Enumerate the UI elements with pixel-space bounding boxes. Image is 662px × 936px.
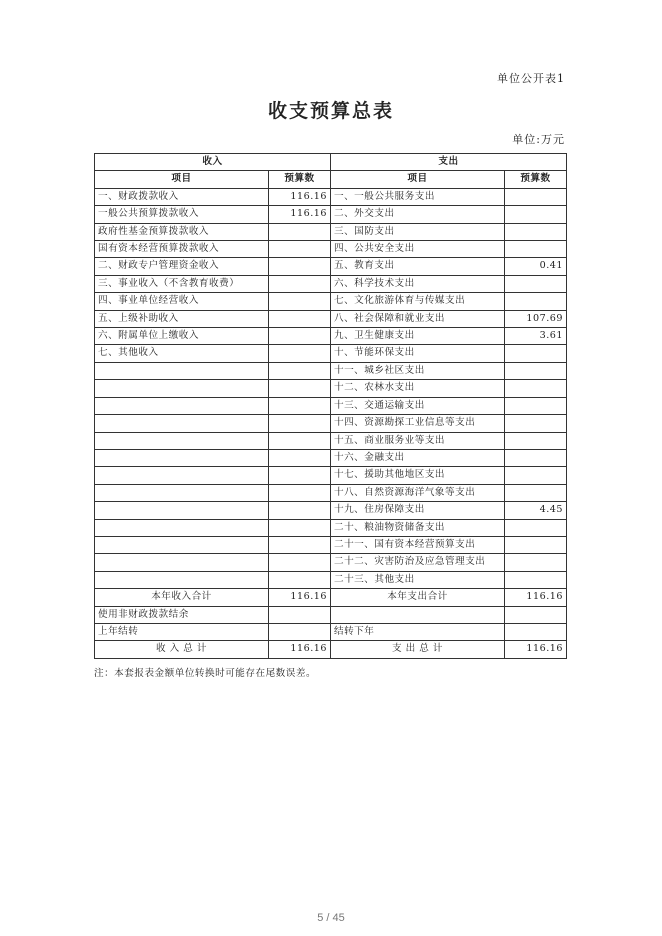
- table-row: [95, 362, 567, 379]
- expense-amount-cell: [505, 345, 567, 362]
- expense-item-cell: 七、文化旅游体育与传媒支出: [331, 293, 505, 310]
- income-item-cell: [95, 484, 269, 501]
- group-header-row: [95, 154, 567, 171]
- expense-item-cell: 十八、自然资源海洋气象等支出: [331, 484, 505, 501]
- income-amount-cell: [269, 258, 331, 275]
- expense-amount-cell: [505, 467, 567, 484]
- budget-table: [94, 153, 567, 659]
- expense-item-cell: 十三、交通运输支出: [331, 397, 505, 414]
- expense-item-cell: 十五、商业服务业等支出: [331, 432, 505, 449]
- income-item-cell: 国有资本经营预算拨款收入: [95, 241, 269, 258]
- expense-item-cell: 一、一般公共服务支出: [331, 188, 505, 205]
- income-item-cell: 上年结转: [95, 623, 269, 640]
- income-item-cell: [95, 362, 269, 379]
- expense-amount-cell: 0.41: [505, 258, 567, 275]
- table-row: [95, 467, 567, 484]
- table-row: [95, 606, 567, 623]
- budget-table-body: [95, 154, 567, 659]
- income-item-cell: [95, 380, 269, 397]
- income-item-cell: 二、财政专户管理资金收入: [95, 258, 269, 275]
- table-row: [95, 571, 567, 588]
- income-item-cell: 五、上级补助收入: [95, 310, 269, 327]
- table-row: [95, 502, 567, 519]
- table-row: [95, 345, 567, 362]
- income-amount-cell: [269, 536, 331, 553]
- expense-item-cell: 二十、粮油物资储备支出: [331, 519, 505, 536]
- expense-amount-cell: [505, 432, 567, 449]
- income-amount-cell: 116.16: [269, 641, 331, 658]
- income-item-cell: [95, 449, 269, 466]
- income-amount-cell: [269, 241, 331, 258]
- income-item-cell: 使用非财政拨款结余: [95, 606, 269, 623]
- expense-item-header: 项目: [331, 171, 505, 188]
- table-row: [95, 449, 567, 466]
- expense-amount-cell: [505, 571, 567, 588]
- form-number: 单位公开表1: [497, 72, 565, 85]
- income-item-cell: 一般公共预算拨款收入: [95, 206, 269, 223]
- expense-item-cell: 本年支出合计: [331, 589, 505, 606]
- expense-amount-cell: [505, 606, 567, 623]
- income-item-cell: 政府性基金预算拨款收入: [95, 223, 269, 240]
- income-item-cell: 一、财政拨款收入: [95, 188, 269, 205]
- column-header-row: [95, 171, 567, 188]
- income-item-cell: 本年收入合计: [95, 589, 269, 606]
- expense-item-cell: 结转下年: [331, 623, 505, 640]
- expense-amount-cell: [505, 415, 567, 432]
- income-amount-cell: [269, 362, 331, 379]
- income-item-cell: [95, 554, 269, 571]
- expense-amount-cell: [505, 449, 567, 466]
- expense-amount-cell: 116.16: [505, 641, 567, 658]
- table-row: [95, 397, 567, 414]
- income-amount-header: 预算数: [269, 171, 331, 188]
- expense-item-cell: 二十三、其他支出: [331, 571, 505, 588]
- expense-amount-header: 预算数: [505, 171, 567, 188]
- expense-item-cell: [331, 606, 505, 623]
- expense-item-cell: 二、外交支出: [331, 206, 505, 223]
- income-amount-cell: [269, 293, 331, 310]
- expense-amount-cell: [505, 519, 567, 536]
- expense-item-cell: 十、节能环保支出: [331, 345, 505, 362]
- expense-amount-cell: [505, 188, 567, 205]
- expense-amount-cell: 107.69: [505, 310, 567, 327]
- expense-amount-cell: [505, 397, 567, 414]
- table-row: [95, 380, 567, 397]
- expense-item-cell: 十七、援助其他地区支出: [331, 467, 505, 484]
- expense-amount-cell: [505, 241, 567, 258]
- income-amount-cell: [269, 467, 331, 484]
- income-group-header: 收入: [95, 154, 331, 171]
- income-amount-cell: 116.16: [269, 206, 331, 223]
- total-row: [95, 641, 567, 658]
- expense-amount-cell: [505, 536, 567, 553]
- expense-amount-cell: [505, 623, 567, 640]
- income-item-cell: 四、事业单位经营收入: [95, 293, 269, 310]
- expense-item-cell: 十二、农林水支出: [331, 380, 505, 397]
- table-row: [95, 275, 567, 292]
- income-amount-cell: 116.16: [269, 188, 331, 205]
- income-item-cell: [95, 502, 269, 519]
- expense-item-cell: 三、国防支出: [331, 223, 505, 240]
- expense-amount-cell: 116.16: [505, 589, 567, 606]
- expense-amount-cell: [505, 223, 567, 240]
- income-item-cell: [95, 571, 269, 588]
- income-amount-cell: [269, 415, 331, 432]
- expense-amount-cell: [505, 206, 567, 223]
- income-item-cell: [95, 519, 269, 536]
- income-amount-cell: [269, 380, 331, 397]
- expense-item-cell: 六、科学技术支出: [331, 275, 505, 292]
- expense-item-cell: 八、社会保障和就业支出: [331, 310, 505, 327]
- table-row: [95, 293, 567, 310]
- income-amount-cell: [269, 345, 331, 362]
- income-amount-cell: [269, 519, 331, 536]
- income-amount-cell: [269, 623, 331, 640]
- table-row: [95, 432, 567, 449]
- table-row: [95, 536, 567, 553]
- expense-group-header: 支出: [331, 154, 567, 171]
- income-amount-cell: [269, 571, 331, 588]
- income-amount-cell: [269, 328, 331, 345]
- table-row: [95, 519, 567, 536]
- income-item-cell: 收 入 总 计: [95, 641, 269, 658]
- income-amount-cell: [269, 449, 331, 466]
- table-row: [95, 554, 567, 571]
- income-amount-cell: [269, 275, 331, 292]
- expense-item-cell: 四、公共安全支出: [331, 241, 505, 258]
- table-row: [95, 415, 567, 432]
- table-row: [95, 188, 567, 205]
- page-number: 5 / 45: [317, 912, 345, 924]
- expense-item-cell: 二十二、灾害防治及应急管理支出: [331, 554, 505, 571]
- expense-item-cell: 十九、住房保障支出: [331, 502, 505, 519]
- subtotal-row: [95, 589, 567, 606]
- income-item-cell: [95, 415, 269, 432]
- table-row: [95, 623, 567, 640]
- income-amount-cell: [269, 310, 331, 327]
- table-row: [95, 310, 567, 327]
- expense-amount-cell: [505, 380, 567, 397]
- page-title: 收支预算总表: [267, 100, 394, 122]
- table-row: [95, 258, 567, 275]
- income-item-cell: [95, 432, 269, 449]
- table-row: [95, 223, 567, 240]
- table-row: [95, 241, 567, 258]
- income-item-cell: 七、其他收入: [95, 345, 269, 362]
- income-amount-cell: [269, 606, 331, 623]
- income-item-cell: 六、附属单位上缴收入: [95, 328, 269, 345]
- income-amount-cell: [269, 502, 331, 519]
- income-amount-cell: 116.16: [269, 589, 331, 606]
- expense-item-cell: 十一、城乡社区支出: [331, 362, 505, 379]
- expense-item-cell: 支 出 总 计: [331, 641, 505, 658]
- unit-label: 单位:万元: [512, 133, 565, 146]
- table-row: [95, 484, 567, 501]
- income-amount-cell: [269, 397, 331, 414]
- footnote: 注：本套报表金额单位转换时可能存在尾数误差。: [94, 668, 317, 679]
- expense-item-cell: 九、卫生健康支出: [331, 328, 505, 345]
- income-item-cell: [95, 397, 269, 414]
- income-amount-cell: [269, 432, 331, 449]
- expense-item-cell: 二十一、国有资本经营预算支出: [331, 536, 505, 553]
- table-row: [95, 328, 567, 345]
- table-row: [95, 206, 567, 223]
- expense-item-cell: 五、教育支出: [331, 258, 505, 275]
- expense-item-cell: 十四、资源勘探工业信息等支出: [331, 415, 505, 432]
- income-item-cell: [95, 536, 269, 553]
- expense-amount-cell: [505, 554, 567, 571]
- expense-amount-cell: [505, 484, 567, 501]
- expense-amount-cell: 3.61: [505, 328, 567, 345]
- income-item-header: 项目: [95, 171, 269, 188]
- expense-amount-cell: [505, 275, 567, 292]
- income-item-cell: 三、事业收入（不含教育收费）: [95, 275, 269, 292]
- income-item-cell: [95, 467, 269, 484]
- income-amount-cell: [269, 484, 331, 501]
- expense-amount-cell: [505, 293, 567, 310]
- income-amount-cell: [269, 223, 331, 240]
- income-amount-cell: [269, 554, 331, 571]
- expense-amount-cell: [505, 362, 567, 379]
- expense-item-cell: 十六、金融支出: [331, 449, 505, 466]
- expense-amount-cell: 4.45: [505, 502, 567, 519]
